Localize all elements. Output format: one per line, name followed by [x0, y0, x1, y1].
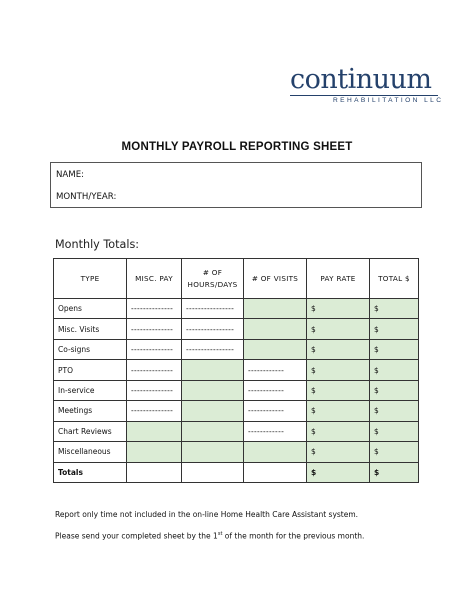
table-row — [54, 360, 419, 380]
cell-hours-days: ---------------- — [182, 339, 244, 359]
cell-hours-days: ---------------- — [182, 319, 244, 339]
note-send-sheet — [55, 531, 364, 541]
month-year-label: MONTH/YEAR: — [56, 192, 117, 202]
cell-total[interactable]: $ — [370, 319, 419, 339]
cell-visits[interactable] — [244, 339, 307, 359]
cell-total[interactable]: $ — [370, 339, 419, 359]
cell-pay-rate[interactable]: $ — [307, 380, 370, 400]
cell-pay-rate[interactable]: $ — [307, 421, 370, 441]
payroll-table — [53, 258, 419, 483]
table-header-row — [54, 259, 419, 299]
table-row — [54, 319, 419, 339]
cell-hours-days[interactable] — [182, 421, 244, 441]
cell-visits[interactable] — [244, 319, 307, 339]
cell-visits: ------------ — [244, 401, 307, 421]
note-send-sheet-b: of the month for the previous month. — [222, 531, 365, 541]
header-misc-pay: MISC. PAY — [127, 259, 182, 299]
cell-pay-rate[interactable]: $ — [307, 462, 370, 483]
cell-hours-days: ---------------- — [182, 299, 244, 319]
cell-hours-days — [182, 462, 244, 483]
cell-type: Meetings — [54, 401, 127, 421]
cell-visits: ------------ — [244, 421, 307, 441]
cell-visits[interactable] — [244, 299, 307, 319]
cell-misc-pay: -------------- — [127, 319, 182, 339]
name-label: NAME: — [56, 170, 85, 180]
cell-pay-rate[interactable]: $ — [307, 442, 370, 462]
cell-visits: ------------ — [244, 380, 307, 400]
employee-info-box — [50, 162, 422, 208]
table-row — [54, 339, 419, 359]
cell-pay-rate[interactable]: $ — [307, 319, 370, 339]
cell-misc-pay: -------------- — [127, 339, 182, 359]
table-row — [54, 462, 419, 483]
cell-hours-days[interactable] — [182, 380, 244, 400]
cell-type: Chart Reviews — [54, 421, 127, 441]
cell-pay-rate[interactable]: $ — [307, 299, 370, 319]
cell-total[interactable]: $ — [370, 380, 419, 400]
cell-type: Co-signs — [54, 339, 127, 359]
cell-total[interactable]: $ — [370, 360, 419, 380]
cell-misc-pay: -------------- — [127, 380, 182, 400]
cell-hours-days[interactable] — [182, 401, 244, 421]
cell-total[interactable]: $ — [370, 442, 419, 462]
cell-misc-pay: -------------- — [127, 401, 182, 421]
cell-total[interactable]: $ — [370, 299, 419, 319]
header-type: TYPE — [54, 259, 127, 299]
cell-pay-rate[interactable]: $ — [307, 360, 370, 380]
table-row — [54, 380, 419, 400]
cell-misc-pay: -------------- — [127, 360, 182, 380]
page-title: MONTHLY PAYROLL REPORTING SHEET — [121, 141, 353, 153]
cell-misc-pay: -------------- — [127, 299, 182, 319]
cell-hours-days[interactable] — [182, 442, 244, 462]
header-pay-rate: PAY RATE — [307, 259, 370, 299]
cell-type: Opens — [54, 299, 127, 319]
cell-type: Misc. Visits — [54, 319, 127, 339]
logo-subtitle: REHABILITATION LLC — [333, 97, 444, 104]
cell-pay-rate[interactable]: $ — [307, 339, 370, 359]
cell-misc-pay[interactable] — [127, 442, 182, 462]
cell-type: Totals — [54, 462, 127, 483]
table-row — [54, 299, 419, 319]
header-hours-days: # OF HOURS/DAYS — [182, 259, 244, 299]
note-send-sheet-sup: st — [217, 531, 223, 537]
cell-type: PTO — [54, 360, 127, 380]
table-row — [54, 442, 419, 462]
logo-wordmark: continuum — [290, 64, 432, 95]
cell-total[interactable]: $ — [370, 462, 419, 483]
cell-misc-pay — [127, 462, 182, 483]
logo-rule — [290, 95, 438, 96]
note-send-sheet-a: Please send your completed sheet by the 1 — [55, 531, 218, 541]
cell-type: Miscellaneous — [54, 442, 127, 462]
cell-total[interactable]: $ — [370, 421, 419, 441]
header-visits: # OF VISITS — [244, 259, 307, 299]
cell-hours-days[interactable] — [182, 360, 244, 380]
note-report-time: Report only time not included in the on-line Home Health Care Assistant system. — [55, 510, 359, 519]
cell-misc-pay[interactable] — [127, 421, 182, 441]
company-logo — [290, 64, 450, 104]
cell-visits — [244, 462, 307, 483]
table-row — [54, 401, 419, 421]
cell-type: In-service — [54, 380, 127, 400]
monthly-totals-heading: Monthly Totals: — [55, 238, 140, 251]
header-total: TOTAL $ — [370, 259, 419, 299]
cell-visits[interactable] — [244, 442, 307, 462]
cell-visits: ------------ — [244, 360, 307, 380]
cell-pay-rate[interactable]: $ — [307, 401, 370, 421]
table-row — [54, 421, 419, 441]
cell-total[interactable]: $ — [370, 401, 419, 421]
